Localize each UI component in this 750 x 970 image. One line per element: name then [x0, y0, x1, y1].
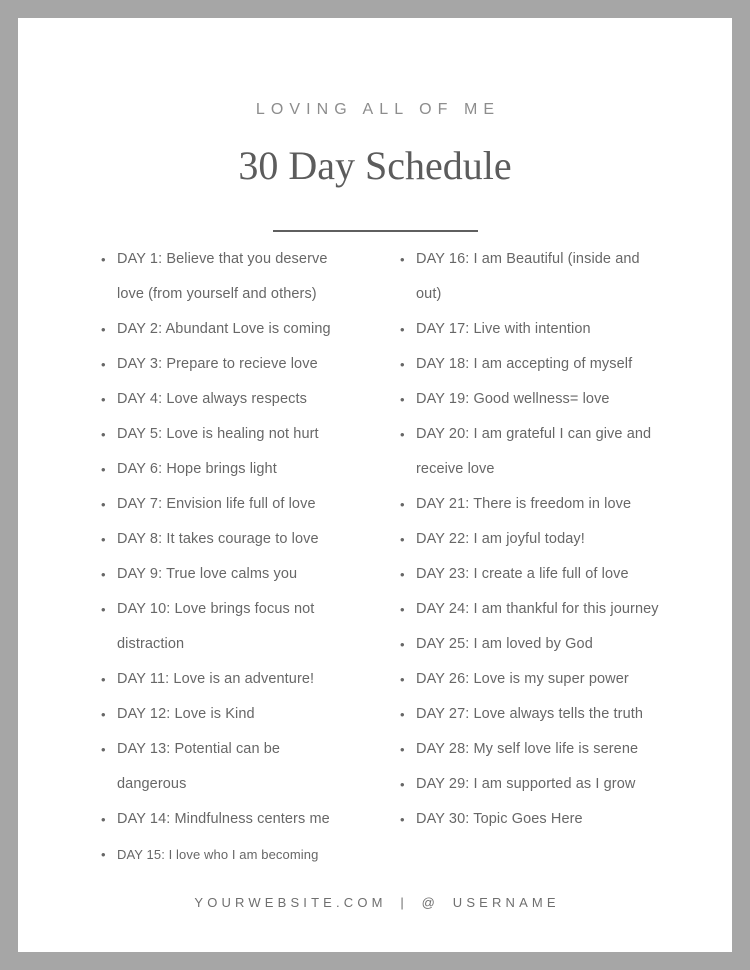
schedule-item: • DAY 29: I am supported as I grow [399, 767, 661, 802]
schedule-item: • DAY 8: It takes courage to love [100, 522, 352, 557]
footer [18, 895, 732, 910]
schedule-item: • DAY 23: I create a life full of love [399, 557, 661, 592]
schedule-item: • DAY 11: Love is an adventure! [100, 662, 352, 697]
schedule-item: • DAY 25: I am loved by God [399, 627, 661, 662]
schedule-item: • DAY 2: Abundant Love is coming [100, 312, 352, 347]
schedule-item: • DAY 28: My self love life is serene [399, 732, 661, 767]
schedule-item: • DAY 7: Envision life full of love [100, 487, 352, 522]
schedule-item: • DAY 16: I am Beautiful (inside and out) [399, 242, 661, 312]
document-page [18, 18, 732, 952]
schedule-item: • DAY 10: Love brings focus not distraction [100, 592, 352, 662]
schedule-item: • DAY 19: Good wellness= love [399, 382, 661, 417]
schedule-item: • DAY 22: I am joyful today! [399, 522, 661, 557]
schedule-item: • DAY 15: I love who I am becoming [100, 837, 352, 872]
schedule-item: • DAY 27: Love always tells the truth [399, 697, 661, 732]
schedule-item: • DAY 9: True love calms you [100, 557, 352, 592]
schedule-list-left [100, 242, 399, 872]
schedule-item: • DAY 30: Topic Goes Here [399, 802, 661, 837]
schedule-item: • DAY 24: I am thankful for this journey [399, 592, 661, 627]
eyebrow-heading: LOVING ALL OF ME [255, 101, 501, 118]
schedule-item: • DAY 14: Mindfulness centers me [100, 802, 352, 837]
page-title: 30 Day Schedule [238, 143, 512, 188]
schedule-item: • DAY 1: Believe that you deserve love (from yourself and others) [100, 242, 352, 312]
schedule-item: • DAY 26: Love is my super power [399, 662, 661, 697]
schedule-item: • DAY 18: I am accepting of myself [399, 347, 661, 382]
schedule-item: • DAY 13: Potential can be dangerous [100, 732, 352, 802]
schedule-item: • DAY 21: There is freedom in love [399, 487, 661, 522]
schedule-item: • DAY 12: Love is Kind [100, 697, 352, 732]
footer-text: YOURWEBSITE.COM | @ USERNAME [194, 895, 560, 910]
schedule-item: • DAY 17: Live with intention [399, 312, 661, 347]
schedule-item: • DAY 4: Love always respects [100, 382, 352, 417]
schedule-item: • DAY 20: I am grateful I can give and receive love [399, 417, 661, 487]
title-divider [273, 230, 478, 232]
schedule-columns [18, 242, 732, 872]
schedule-item: • DAY 3: Prepare to recieve love [100, 347, 352, 382]
schedule-item: • DAY 5: Love is healing not hurt [100, 417, 352, 452]
schedule-list-right [399, 242, 698, 872]
schedule-item: • DAY 6: Hope brings light [100, 452, 352, 487]
